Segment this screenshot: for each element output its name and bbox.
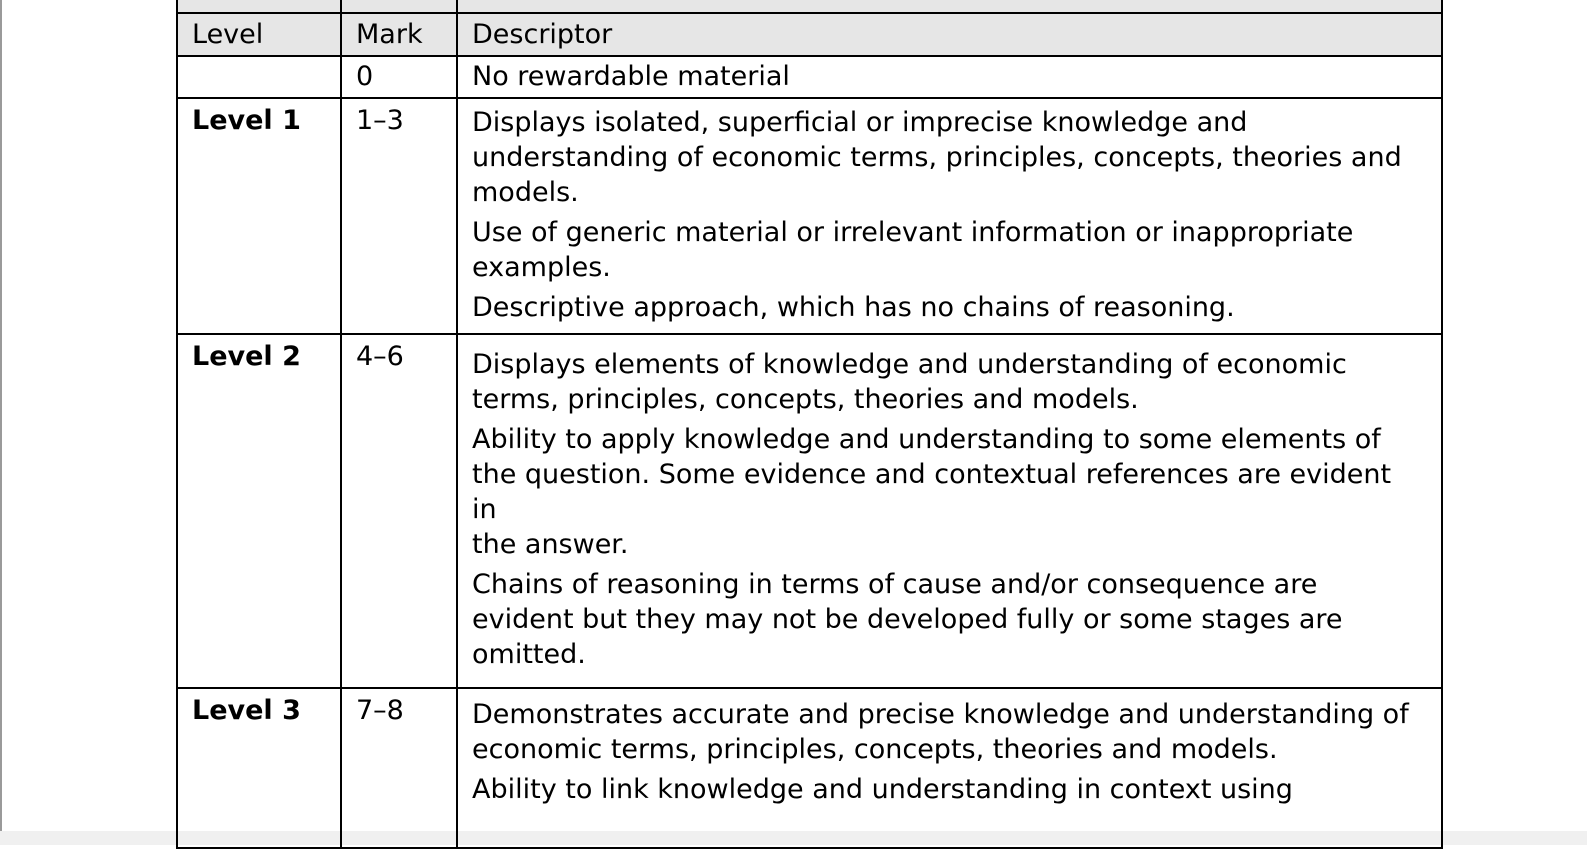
descriptor-paragraph: the answer. [472,529,629,560]
descriptor-paragraph: Use of generic material or irrelevant information or inappropriate examples. [472,217,1354,283]
cutoff-cell [177,0,341,13]
mark-cell: 1–3 [341,98,457,334]
cutoff-cell [341,0,457,13]
descriptor-paragraph: Displays elements of knowledge and understanding of economic terms, principles, concepts, theories and models. [472,349,1347,415]
mark-cell: 0 [341,56,457,98]
descriptor-paragraph: Ability to link knowledge and understanding in context using [472,774,1293,805]
descriptor-paragraph: Chains of reasoning in terms of cause and/or consequence are evident but they may not be developed fully or some stages are omitted. [472,569,1343,670]
level-cell: Level 2 [177,334,341,688]
descriptor-paragraph: Descriptive approach, which has no chains of reasoning. [472,292,1235,323]
table-header-row [177,13,1442,56]
descriptor-paragraph: Ability to apply knowledge and understanding to some elements of the question. Some evidence and contextual references are evident in [472,424,1392,525]
level-cell: Level 3 [177,688,341,848]
levels-descriptor-table [176,0,1443,849]
table-row-level-3 [177,688,1442,848]
cutoff-cell [457,0,1442,13]
page-left-edge [0,0,2,845]
descriptor-cell [457,334,1442,688]
header-level: Level [177,13,341,56]
descriptor-paragraph: Demonstrates accurate and precise knowledge and understanding of economic terms, principles, concepts, theories and models. [472,699,1409,765]
level-cell-empty [177,56,341,98]
mark-cell: 7–8 [341,688,457,848]
header-descriptor: Descriptor [457,13,1442,56]
descriptor-paragraph: Displays isolated, superficial or imprecise knowledge and understanding of economic terms, principles, concepts, theories and models. [472,107,1402,208]
table-row-level-1 [177,98,1442,334]
level-cell: Level 1 [177,98,341,334]
descriptor-cell: No rewardable material [457,56,1442,98]
header-mark: Mark [341,13,457,56]
descriptor-cell [457,688,1442,848]
descriptor-cell [457,98,1442,334]
previous-row-cutoff [177,0,1442,13]
mark-cell: 4–6 [341,334,457,688]
table-row-level-2 [177,334,1442,688]
table-row-zero-marks [177,56,1442,98]
